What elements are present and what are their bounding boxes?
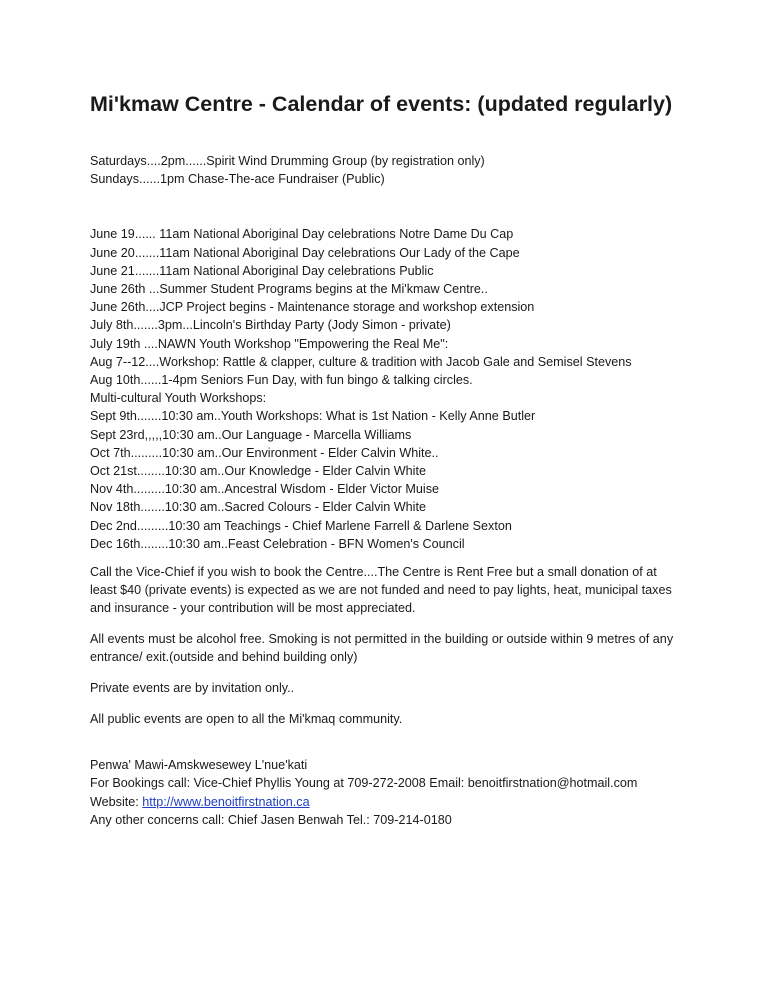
booking-paragraph: Call the Vice-Chief if you wish to book the Centre....The Centre is Rent Free but a small donation of at least $40 (private events) is expected as we are not funded and need to pay lights, heat, municipal taxes and insurance - your contribution will be most appreciated. — [90, 565, 672, 616]
event-item: June 19...... 11am National Aboriginal Day celebrations Notre Dame Du Cap — [90, 227, 514, 242]
events-list — [90, 225, 750, 553]
event-item: Nov 18th.......10:30 am..Sacred Colours - Elder Calvin White — [90, 500, 426, 515]
event-item: Aug 7--12....Workshop: Rattle & clapper, culture & tradition with Jacob Gale and Semisel Stevens — [90, 354, 632, 369]
contact-website — [90, 793, 750, 811]
website-label: Website: — [90, 794, 143, 809]
event-item: Sept 23rd,,,,,10:30 am..Our Language - Marcella Williams — [90, 427, 412, 442]
event-item: June 26th....JCP Project begins - Maintenance storage and workshop extension — [90, 300, 535, 315]
event-item: June 26th ...Summer Student Programs begins at the Mi'kmaw Centre.. — [90, 282, 488, 297]
weekly-item-saturdays: Saturdays....2pm......Spirit Wind Drumming Group (by registration only) — [90, 154, 485, 168]
event-item: Dec 2nd.........10:30 am Teachings - Chief Marlene Farrell & Darlene Sexton — [90, 518, 512, 533]
event-item: June 20.......11am National Aboriginal Day celebrations Our Lady of the Cape — [90, 245, 520, 260]
weekly-item-sundays: Sundays......1pm Chase-The-ace Fundraiser (Public) — [90, 172, 385, 187]
event-item: Oct 21st........10:30 am..Our Knowledge - Elder Calvin White — [90, 464, 426, 479]
alcohol-paragraph: All events must be alcohol free. Smoking is not permitted in the building or outside within 9 metres of any entrance/ exit.(outside and behind building only) — [90, 632, 674, 665]
contact-concerns: Any other concerns call: Chief Jasen Benwah Tel.: 709-214-0180 — [90, 812, 452, 827]
public-events-paragraph: All public events are open to all the Mi'kmaq community. — [90, 712, 403, 727]
event-item: Dec 16th........10:30 am..Feast Celebration - BFN Women's Council — [90, 536, 465, 551]
event-item: Sept 9th.......10:30 am..Youth Workshops: What is 1st Nation - Kelly Anne Butler — [90, 409, 536, 424]
contact-block — [90, 756, 750, 829]
event-item: July 19th ....NAWN Youth Workshop "Empowering the Real Me": — [90, 336, 449, 351]
workshops-heading: Multi-cultural Youth Workshops: — [90, 391, 267, 406]
event-item: Nov 4th.........10:30 am..Ancestral Wisdom - Elder Victor Muise — [90, 482, 440, 497]
contact-greeting: Penwa' Mawi-Amskwesewey L'nue'kati — [90, 758, 308, 773]
weekly-schedule — [90, 152, 750, 188]
event-item: Aug 10th......1-4pm Seniors Fun Day, with fun bingo & talking circles. — [90, 373, 473, 388]
contact-bookings: For Bookings call: Vice-Chief Phyllis Young at 709-272-2008 Email: benoitfirstnation@hotmail.com — [90, 776, 638, 791]
document-page — [90, 90, 750, 829]
private-events-paragraph: Private events are by invitation only.. — [90, 681, 295, 696]
event-item: Oct 7th.........10:30 am..Our Environment - Elder Calvin White.. — [90, 445, 439, 460]
event-item: July 8th.......3pm...Lincoln's Birthday Party (Jody Simon - private) — [90, 318, 451, 333]
website-link[interactable]: http://www.benoitfirstnation.ca — [142, 794, 310, 809]
page-title: Mi'kmaw Centre - Calendar of events: (updated regularly) — [90, 92, 673, 116]
event-item: June 21.......11am National Aboriginal Day celebrations Public — [90, 263, 434, 278]
